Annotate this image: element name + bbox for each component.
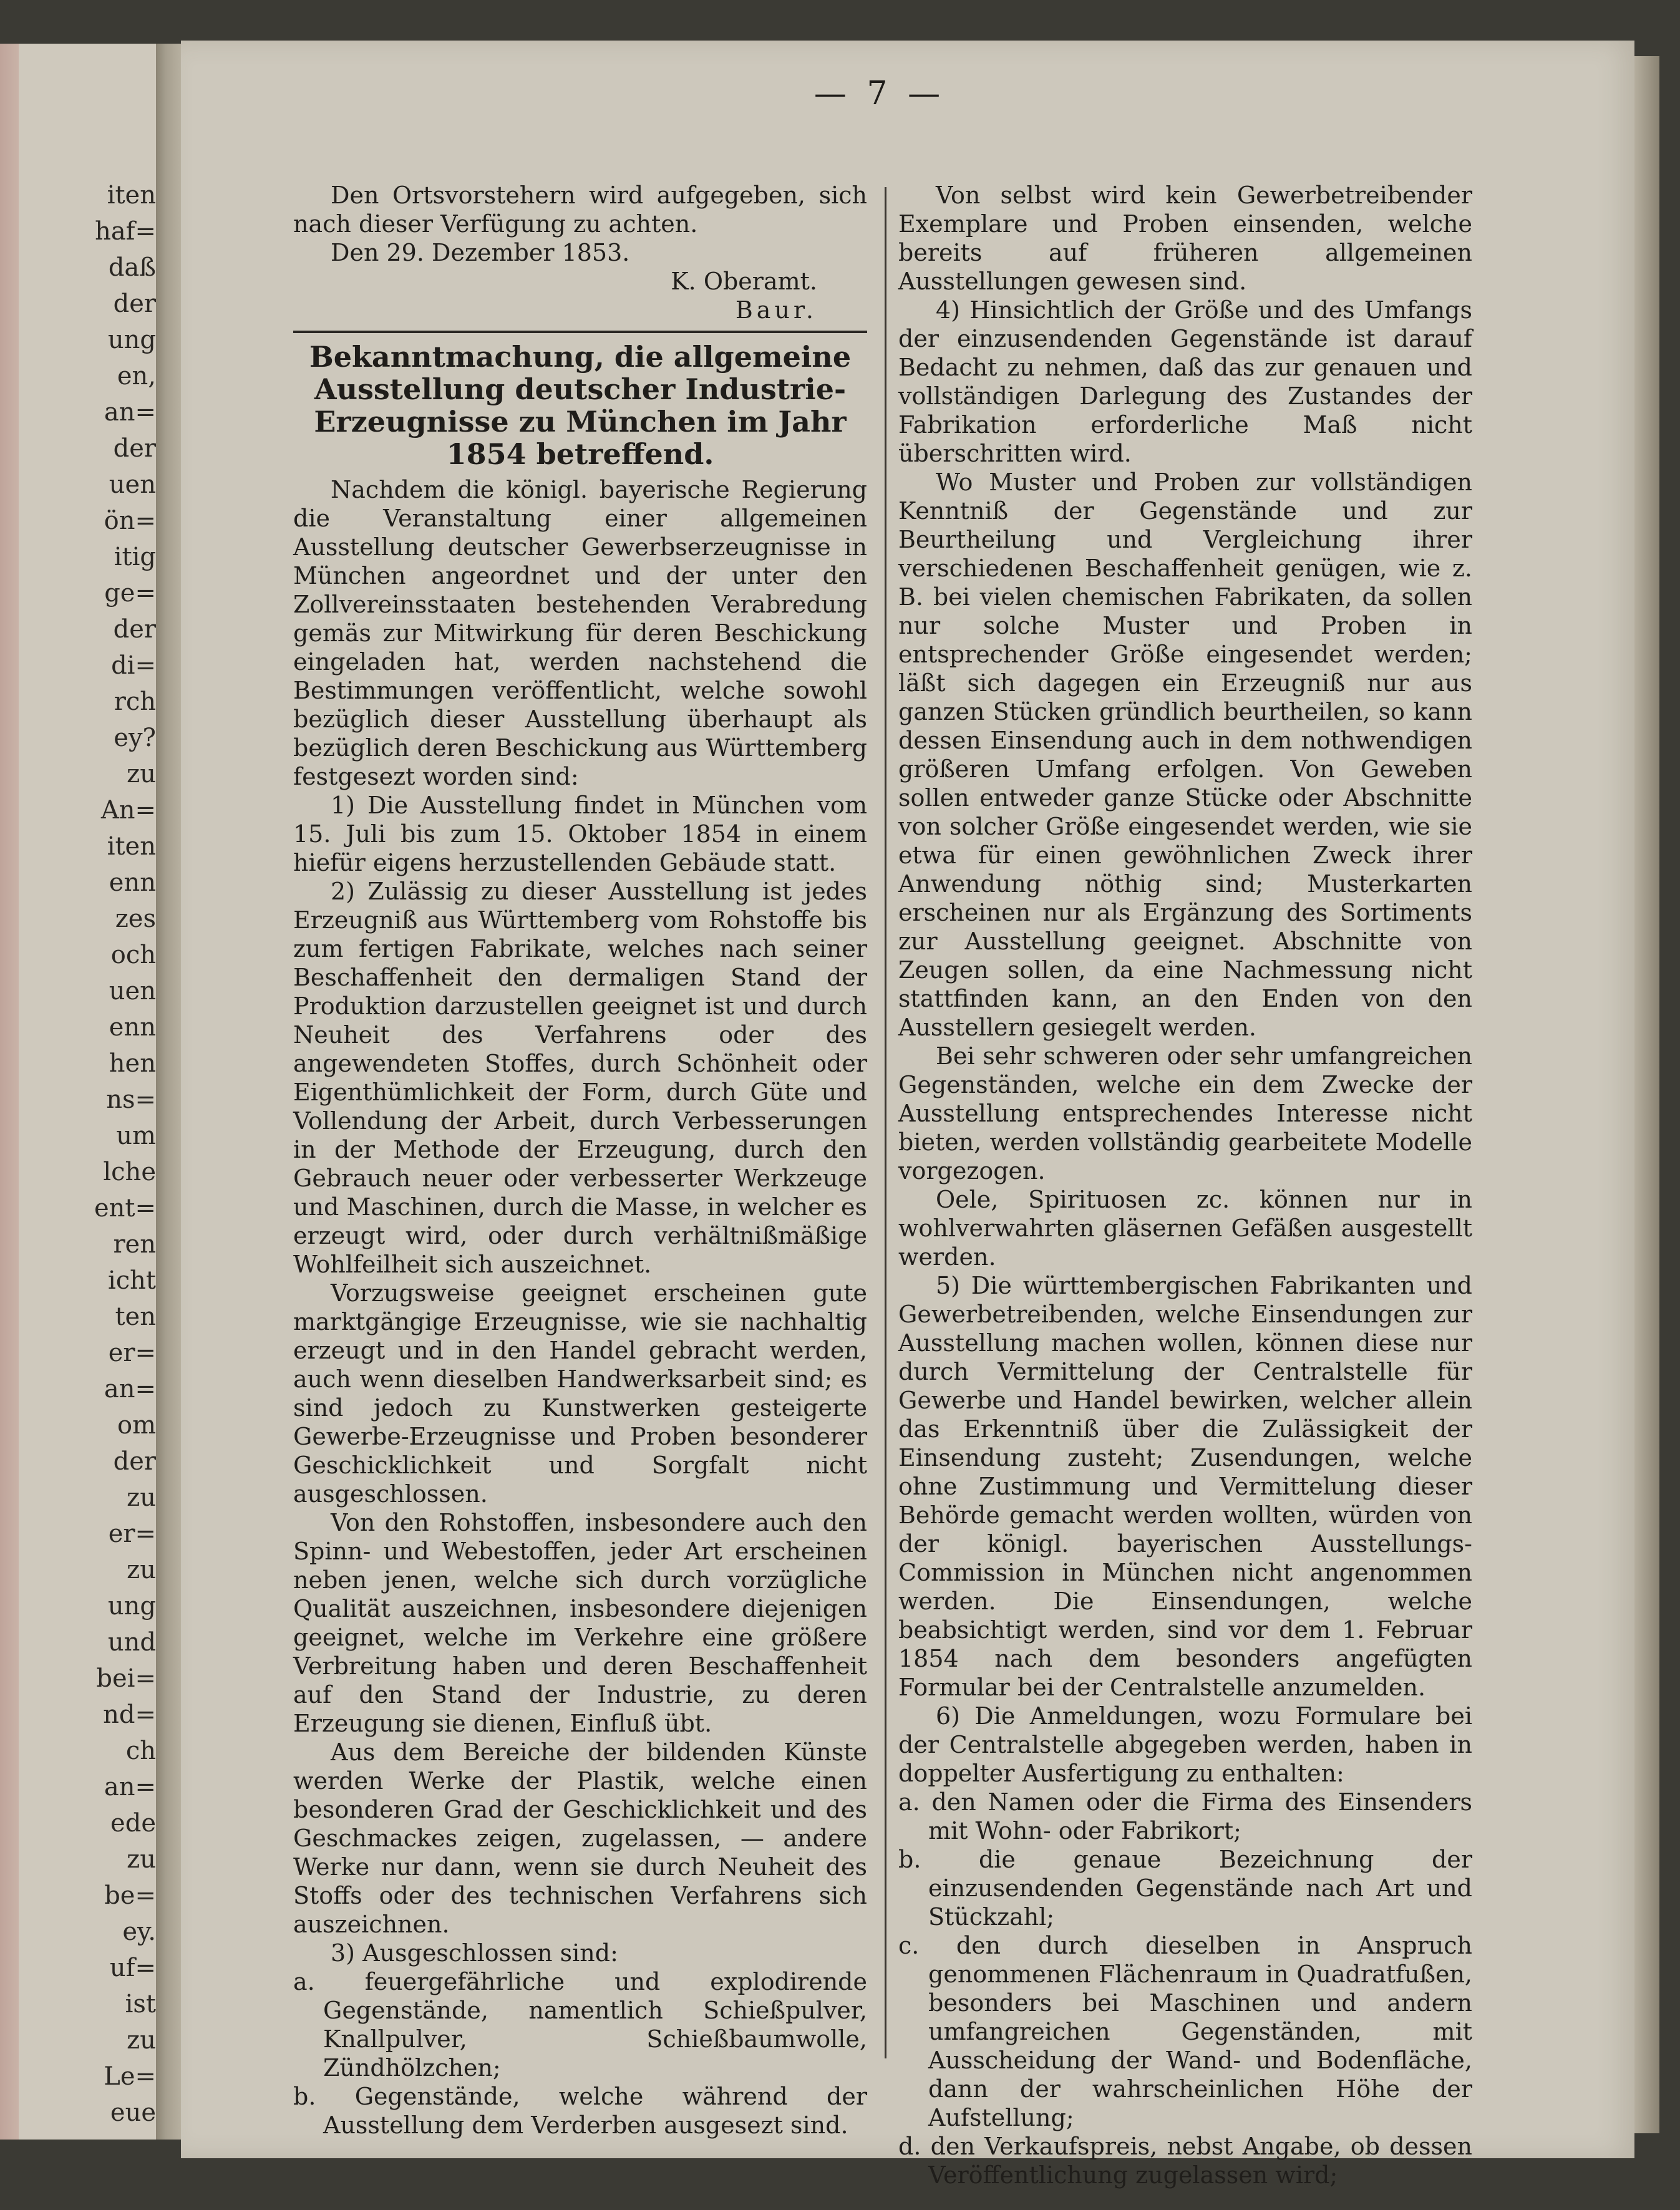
paragraph: Von den Rohstoffen, insbesondere auch den Spinn- und Webestoffen, jeder Art erscheinen neben jenen, welche sich durch vorzügliche Qualität auszeichnen, insbesondere diejenigen geeignet, welche im Verkehre eine größere Verbreitung haben und deren Beschaffenheit auf den Stand der Industrie, zu deren Erzeugung sie dienen, Einfluß übt. xyxy=(293,1509,867,1737)
facing-page-fragment: rch xyxy=(114,687,156,716)
paragraph: Nachdem die königl. bayerische Regierung die Veranstaltung einer allgemeinen Ausstellung deutscher Gewerbserzeugnisse in München angeordnet und der unter den Zollvereinsstaaten bestehenden Verabredung gemäs zur Mitwirkung für deren Beschickung eingeladen hat, werden nachstehend die Bestimmungen veröffentlicht, welche sowohl bezüglich dieser Ausstellung überhaupt als bezüglich deren Beschickung aus Württemberg festgesezt worden sind: xyxy=(293,476,867,790)
facing-page-fragment: di= xyxy=(111,651,156,680)
facing-page-fragment: ey? xyxy=(114,724,156,752)
facing-page-fragment: och xyxy=(110,941,156,969)
facing-page-fragment: be= xyxy=(104,1881,156,1910)
facing-page-fragment: iten xyxy=(107,832,156,861)
facing-page-fragment: zu xyxy=(127,1845,156,1874)
facing-page-fragment: zu xyxy=(127,1556,156,1584)
paragraph: Wo Muster und Proben zur vollständigen Kenntniß der Gegenstände und zur Beurtheilung und Vergleichung ihrer verschiedenen Beschaffenheit genügen, wie z. B. bei vielen chemischen Fabrikaten, da sollen nur solche Muster und Proben in entsprechender Größe eingesendet werden; läßt sich dagegen ein Erzeugniß nur aus ganzen Stücken gründlich beurtheilen, so kann dessen Einsendung auch in dem nothwendigen größeren Umfang erfolgen. Von Geweben sollen entweder ganze Stücke oder Abschnitte von solcher Größe eingesendet werden, wie sie etwa für einen gewöhnlichen Zweck ihrer Anwendung nöthig sind; Musterkarten erscheinen nur als Ergänzung des Sortiments zur Ausstellung geeignet. Abschnitte von Zeugen sollen, da eine Nachmessung nicht stattfinden kann, an den Enden von den Ausstellern gesiegelt werden. xyxy=(898,468,1472,1041)
facing-page-fragment: und xyxy=(107,1628,156,1657)
facing-page-fragment: iten xyxy=(107,181,156,210)
facing-page-fragment: ung xyxy=(107,326,156,354)
facing-page-fragment: daß xyxy=(108,253,156,282)
page-right-edge xyxy=(1634,56,1659,2133)
paragraph: 2) Zulässig zu dieser Ausstellung ist jedes Erzeugniß aus Württemberg vom Rohstoffe bis zum fertigen Fabrikate, welches nach seiner Beschaffenheit den dermaligen Stand der Produktion darzustellen geeignet ist und durch Neuheit des Verfahrens oder des angewendeten Stoffes, durch Schönheit oder Eigenthümlichkeit der Form, durch Güte und Vollendung der Arbeit, durch Verbesserungen in der Methode der Erzeugung, durch den Gebrauch neuer oder verbesserter Werkzeuge und Maschinen, durch die Masse, in welcher es erzeugt wird, oder durch verhältnißmäßige Wohlfeilheit sich auszeichnet. xyxy=(293,878,867,1278)
notice-intro: Den Ortsvorstehern wird aufgegeben, sich nach dieser Verfügung zu achten. xyxy=(293,182,867,238)
facing-page-fragment: enn xyxy=(109,868,156,897)
cover-edge xyxy=(0,44,19,2140)
facing-page-fragment: zu xyxy=(127,760,156,788)
paragraph: Aus dem Bereiche der bildenden Künste werden Werke der Plastik, welche einen besonderen Grad der Geschicklichkeit und des Geschmackes zeigen, zugelassen, — andere Werke nur dann, wenn sie durch Neuheit des Stoffs oder des technischen Verfahrens sich auszeichnen. xyxy=(293,1738,867,1938)
facing-page-fragment: uen xyxy=(109,470,156,499)
facing-page-fragment: lche xyxy=(103,1158,156,1186)
facing-page-fragment: icht xyxy=(107,1266,156,1295)
facing-page-fragment: ey. xyxy=(122,1917,156,1946)
right-column xyxy=(898,181,1472,2189)
facing-page-fragment: er= xyxy=(108,1519,156,1548)
facing-page-fragment: ent= xyxy=(94,1194,156,1223)
list-item: c. den durch dieselben in Anspruch genommenen Flächenraum in Quadratfußen, besonders bei Maschinen und andern umfangreichen Gegenständen, mit Ausscheidung der Wand- und Bodenfläche, dann der wahrscheinlichen Höhe der Aufstellung; xyxy=(898,1932,1472,2131)
facing-page-fragment: ung xyxy=(107,1592,156,1621)
facing-page-fragment: ist xyxy=(125,1990,156,2019)
facing-page-fragment: ede xyxy=(110,1809,156,1838)
facing-page-fragment: zu xyxy=(127,2026,156,2055)
left-column xyxy=(293,181,867,2140)
facing-page-fragment: der xyxy=(113,615,156,644)
list-item: a. den Namen oder die Firma des Einsenders mit Wohn- oder Fabrikort; xyxy=(898,1788,1472,1844)
facing-page-fragment: an= xyxy=(104,1375,156,1403)
facing-page-fragment: om xyxy=(117,1411,156,1440)
paragraph: 1) Die Ausstellung findet in München vom 15. Juli bis zum 15. Oktober 1854 in einem hiefür eigens herzustellenden Gebäude statt. xyxy=(293,792,867,876)
facing-page-fragment: ns= xyxy=(106,1085,156,1114)
facing-page-fragment: ön= xyxy=(104,506,156,535)
list-item: d. den Verkaufspreis, nebst Angabe, ob dessen Veröffentlichung zugelassen wird; xyxy=(898,2133,1472,2189)
facing-page-fragment: uen xyxy=(109,977,156,1006)
facing-page-fragment: zes xyxy=(115,904,156,933)
facing-page-fragment: um xyxy=(116,1122,156,1150)
notice-date: Den 29. Dezember 1853. xyxy=(331,239,630,266)
facing-page-fragment: haf= xyxy=(95,217,156,246)
list-item: a. feuergefährliche und explodirende Gegenstände, namentlich Schießpulver, Knallpulver, Schießbaumwolle, Zündhölzchen; xyxy=(293,1968,867,2082)
facing-page-fragment: An= xyxy=(100,796,156,825)
paragraph: Bei sehr schweren oder sehr umfangreichen Gegenständen, welche ein dem Zwecke der Ausstellung entsprechendes Interesse nicht bieten, werden vollständig gearbeitete Modelle vorgezogen. xyxy=(898,1042,1472,1185)
facing-page-fragment: der xyxy=(113,1447,156,1476)
facing-page-fragment: en, xyxy=(117,362,156,390)
facing-page-fragment: hen xyxy=(109,1049,156,1078)
book-binding xyxy=(156,44,181,2140)
paragraph: Von selbst wird kein Gewerbetreibender Exemplare und Proben einsenden, welche bereits auf früheren allgemeinen Ausstellungen gewesen sind. xyxy=(898,182,1472,295)
signature: Baur. xyxy=(735,296,817,324)
facing-page-fragment: der xyxy=(113,289,156,318)
paragraph: 6) Die Anmeldungen, wozu Formulare bei der Centralstelle abgegeben werden, haben in doppelter Ausfertigung zu enthalten: xyxy=(898,1702,1472,1787)
facing-page-fragment: er= xyxy=(108,1339,156,1367)
paragraph: 4) Hinsichtlich der Größe und des Umfangs der einzusendenden Gegenstände ist darauf Bedacht zu nehmen, daß das zur genauen und vollständigen Darlegung des Zustandes der Fabrikation erforderliche Maß nicht überschritten wird. xyxy=(898,296,1472,467)
facing-page-fragment: an= xyxy=(104,398,156,427)
facing-page-fragment: uf= xyxy=(109,1954,156,1982)
facing-page-fragment: enn xyxy=(109,1013,156,1042)
paragraph: Vorzugsweise geeignet erscheinen gute marktgängige Erzeugnisse, wie sie nachhaltig erzeugt und in den Handel gebracht werden, auch wenn dieselben Handwerksarbeit sind; es sind jedoch zu Kunstwerken gesteigerte Gewerbe-Erzeugnisse und Proben besonderer Geschicklichkeit und Sorgfalt nicht ausgeschlossen. xyxy=(293,1279,867,1508)
facing-page-fragment: eue xyxy=(110,2098,156,2127)
facing-page-fragment: itig xyxy=(114,543,156,571)
facing-page-fragment: ren xyxy=(113,1230,156,1259)
issuing-office: K. Oberamt. xyxy=(671,268,817,295)
section-rule xyxy=(293,331,867,333)
facing-page-fragment: nd= xyxy=(103,1700,156,1729)
facing-page-fragment: ch xyxy=(125,1737,156,1765)
column-divider xyxy=(885,187,886,2058)
paragraph: 3) Ausgeschlossen sind: xyxy=(331,1939,618,1967)
facing-page-fragment: Le= xyxy=(104,2062,156,2091)
facing-page-fragment: an= xyxy=(104,1773,156,1801)
facing-page-fragment: der xyxy=(113,434,156,463)
facing-page-fragment: zu xyxy=(127,1483,156,1512)
paragraph: 5) Die württembergischen Fabrikanten und Gewerbetreibenden, welche Einsendungen zur Ausstellung machen wollen, können diese nur durch Vermittelung der Centralstelle für Gewerbe und Handel bewirken, welcher allein das Erkenntniß über die Zulässigkeit der Einsendung zusteht; Zusendungen, welche ohne Zustimmung und Vermittelung dieser Behörde gemacht werden wollten, würden von der königl. bayerischen Ausstellungs-Commission in München nicht angenommen werden. Die Einsendungen, welche beabsichtigt werden, sind vor dem 1. Februar 1854 nach dem besonders angefügten Formular bei der Centralstelle anzumelden. xyxy=(898,1272,1472,1701)
list-item: b. Gegenstände, welche während der Ausstellung dem Verderben ausgesezt sind. xyxy=(293,2083,867,2139)
list-item: b. die genaue Bezeichnung der einzusendenden Gegenstände nach Art und Stückzahl; xyxy=(898,1846,1472,1931)
facing-page-fragment: ten xyxy=(115,1302,156,1331)
page-number: — 7 — xyxy=(813,75,946,112)
paragraph: Oele, Spirituosen zc. können nur in wohlverwahrten gläsernen Gefäßen ausgestellt werden. xyxy=(898,1186,1472,1271)
announcement-heading: Bekanntmachung, die allgemeine Ausstellung deutscher Industrie-Erzeugnisse zu München im Jahr 1854 betreffend. xyxy=(309,340,852,471)
facing-page-fragment: ge= xyxy=(104,579,156,608)
facing-page-fragment: bei= xyxy=(96,1664,156,1693)
